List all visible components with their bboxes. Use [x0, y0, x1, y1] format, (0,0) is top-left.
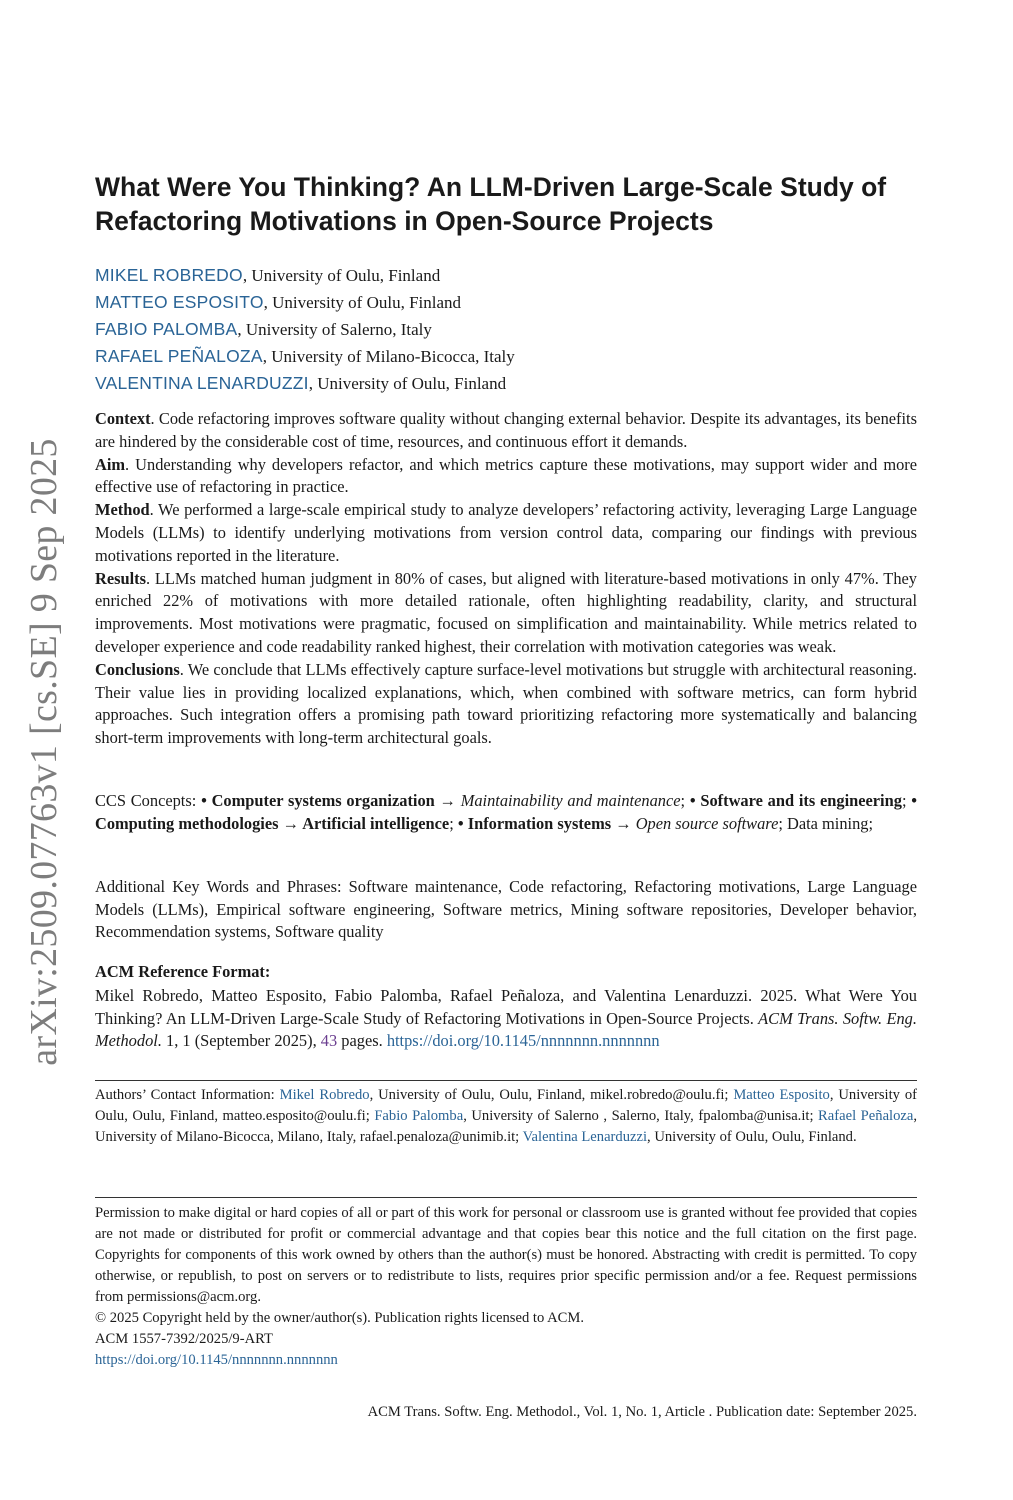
contact-author-link[interactable]: Rafael Peñaloza: [818, 1108, 914, 1124]
abstract: [95, 408, 917, 750]
ccs-separator: ;: [901, 791, 912, 810]
author-line: [95, 262, 917, 289]
author-affiliation: , University of Oulu, Finland: [308, 374, 507, 393]
ccs-subconcept: Maintainability and maintenance: [460, 791, 681, 810]
author-affiliation: , University of Oulu, Finland: [242, 266, 441, 285]
issn-line: ACM 1557-7392/2025/9-ART: [95, 1331, 273, 1347]
permission-notice: [95, 1203, 917, 1371]
divider: [95, 1080, 917, 1081]
reference-pages-suffix: pages.: [337, 1031, 387, 1050]
abstract-label: Aim: [95, 454, 126, 474]
abstract-conclusions: [95, 659, 917, 750]
contact-author-info: , University of Milano-Bicocca, Milano, Italy, rafael.penaloza@unimib.it;: [95, 1108, 918, 1145]
author-list: [95, 262, 917, 397]
arxiv-identifier-stamp: arXiv:2509.07763v1 [cs.SE] 9 Sep 2025: [23, 438, 65, 1066]
author-affiliation: , University of Oulu, Finland: [263, 293, 462, 312]
author-name[interactable]: MIKEL ROBREDO: [95, 265, 243, 285]
abstract-text: . Code refactoring improves software quality without changing external behavior. Despite its advantages, its benefits are hindered by the considerable cost of time, resources, and continuous effort it demands.: [95, 409, 917, 451]
ccs-concept: • Software and its engineering: [689, 791, 902, 810]
abstract-aim: [95, 454, 917, 500]
author-affiliation: , University of Salerno, Italy: [237, 320, 432, 339]
abstract-label: Conclusions: [95, 659, 180, 679]
author-name[interactable]: FABIO PALOMBA: [95, 319, 238, 339]
paper-title: What Were You Thinking? An LLM-Driven Large-Scale Study of Refactoring Motivations in Open-Source Projects: [95, 172, 887, 236]
ccs-arrow: →: [611, 814, 636, 833]
contact-author-link[interactable]: Valentina Lenarduzzi: [522, 1129, 648, 1145]
ccs-subconcept: Artificial intelligence: [302, 814, 450, 833]
ccs-arrow: →: [434, 791, 461, 810]
author-affiliation: , University of Milano-Bicocca, Italy: [262, 347, 515, 366]
author-line: [95, 343, 917, 370]
author-name[interactable]: MATTEO ESPOSITO: [95, 292, 264, 312]
permission-doi-link[interactable]: https://doi.org/10.1145/nnnnnnn.nnnnnnn: [95, 1352, 338, 1368]
abstract-label: Results: [95, 568, 146, 588]
abstract-context: [95, 408, 917, 454]
permission-text: Permission to make digital or hard copies of all or part of this work for personal or classroom use is granted without fee provided that copies are not made or distributed for profit or commercial advantage and that copies bear this notice and the full citation on the first page. Copyrights for components of this work owned by others than the author(s) must be honored. Abstracting with credit is permitted. To copy otherwise, or republish, to post on servers or to redistribute to lists, requires prior specific permission and/or a fee. Request permissions from permissions@acm.org.: [95, 1205, 917, 1305]
contact-author-info: , University of Oulu, Oulu, Finland, mikel.robredo@oulu.fi;: [369, 1087, 734, 1103]
contact-author-info: , University of Oulu, Oulu, Finland.: [647, 1129, 857, 1145]
ccs-concept: • Computing methodologies: [95, 791, 918, 833]
ccs-tail: ; Data mining;: [778, 814, 874, 833]
ccs-separator: ;: [680, 791, 690, 810]
abstract-text: . We performed a large-scale empirical study to analyze developers’ refactoring activity, leveraging Large Language Models (LLMs) to identify underlying motivations from version control data, comparing our findings with previous motivations reported in the literature.: [95, 500, 917, 565]
contact-author-link[interactable]: Fabio Palomba: [374, 1108, 464, 1124]
ccs-prefix: CCS Concepts:: [95, 791, 202, 810]
reference-format-heading: ACM Reference Format:: [95, 962, 271, 981]
author-line: [95, 289, 917, 316]
ccs-concept: • Information systems: [457, 814, 612, 833]
page-footer: ACM Trans. Softw. Eng. Methodol., Vol. 1, No. 1, Article . Publication date: September 2025.: [367, 1404, 917, 1420]
contact-prefix: Authors’ Contact Information:: [95, 1087, 280, 1103]
contact-author-link[interactable]: Mikel Robredo: [279, 1087, 370, 1103]
page-count-link[interactable]: 43: [320, 1031, 338, 1050]
divider: [95, 1197, 917, 1198]
copyright-line: © 2025 Copyright held by the owner/author(s). Publication rights licensed to ACM.: [95, 1310, 584, 1326]
ccs-concept: • Computer systems organization: [201, 791, 435, 810]
reference-issue: 1, 1 (September 2025),: [161, 1031, 321, 1050]
reference-format: [95, 985, 917, 1053]
reference-journal: ACM Trans. Softw. Eng. Methodol.: [95, 1008, 917, 1050]
keywords: Additional Key Words and Phrases: Software maintenance, Code refactoring, Refactoring motivations, Large Language Models (LLMs), Empirical software engineering, Software metrics, Mining software repositories, Developer behavior, Recommendation systems, Software quality: [95, 877, 917, 941]
abstract-label: Context: [95, 409, 151, 428]
author-name[interactable]: VALENTINA LENARDUZZI: [95, 373, 309, 393]
abstract-text: . Understanding why developers refactor, and which metrics capture these motivations, may support wider and more effective use of refactoring in practice.: [95, 454, 917, 497]
abstract-text: . LLMs matched human judgment in 80% of cases, but aligned with literature-based motivations in only 47%. They enriched 22% of motivations with more detailed rationale, often highlighting readability, clarity, and structural improvements. Most motivations were pragmatic, focused on simplification and maintainability. While metrics related to developer experience and code readability ranked highest, their correlation with motivation categories was weak.: [95, 568, 917, 656]
ccs-separator: ;: [449, 814, 458, 833]
contact-author-info: , University of Oulu, Oulu, Finland, matteo.esposito@oulu.fi;: [95, 1087, 917, 1124]
abstract-results: [95, 568, 917, 659]
author-name[interactable]: RAFAEL PEÑALOZA: [95, 346, 263, 366]
reference-doi-link[interactable]: https://doi.org/10.1145/nnnnnnn.nnnnnnn: [386, 1031, 660, 1050]
contact-author-info: , University of Salerno , Salerno, Italy, fpalomba@unisa.it;: [463, 1108, 819, 1124]
reference-text: Mikel Robredo, Matteo Esposito, Fabio Palomba, Rafael Peñaloza, and Valentina Lenarduzzi. 2025. What Were You Thinking? An LLM-Driven Large-Scale Study of Refactoring Motivations in Open-Source Projects.: [95, 986, 917, 1028]
ccs-arrow: →: [278, 814, 303, 833]
ccs-subconcept: Open source software: [635, 814, 779, 833]
abstract-label: Method: [95, 500, 150, 520]
abstract-text: . We conclude that LLMs effectively capture surface-level motivations but struggle with architectural reasoning. Their value lies in providing localized explanations, which, when combined with software metrics, can form hybrid approaches. Such integration offers a promising path toward prioritizing refactoring more systematically and balancing short-term improvements with long-term architectural goals.: [95, 659, 917, 748]
abstract-method: [95, 499, 917, 567]
author-line: [95, 316, 917, 343]
author-contact-info: [95, 1085, 917, 1148]
author-line: [95, 370, 917, 397]
contact-author-link[interactable]: Matteo Esposito: [733, 1087, 830, 1103]
ccs-concepts: [95, 789, 917, 835]
